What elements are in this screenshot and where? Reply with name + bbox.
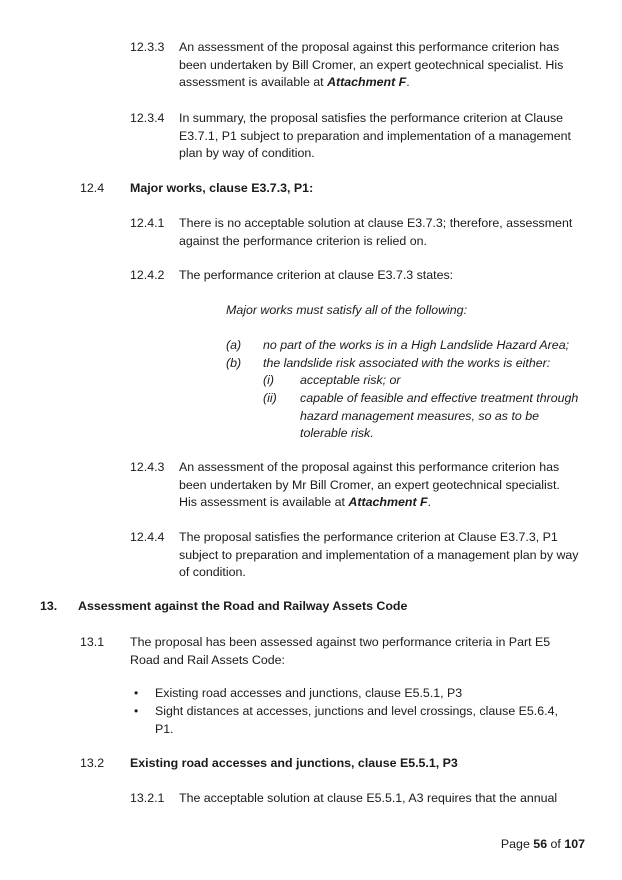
quote-intro: Major works must satisfy all of the following: [226, 303, 468, 317]
clause-number-12-4-2: 12.4.2 [130, 268, 165, 282]
attachment-f-reference-2: Attachment F [348, 495, 428, 509]
quote-item-b-text: the landslide risk associated with the works is either: [263, 356, 551, 370]
section-number-13: 13. [40, 599, 58, 613]
attachment-f-reference: Attachment F [327, 75, 407, 89]
section-13-2-heading: Existing road accesses and junctions, clause E5.5.1, P3 [130, 756, 458, 770]
clause-12-4-2-text: The performance criterion at clause E3.7.3 states: [179, 268, 454, 282]
page-number-footer: Page 56 of 107 [500, 837, 585, 851]
clause-number-12-3-3: 12.3.3 [130, 40, 165, 54]
clause-number-12-4-3: 12.4.3 [130, 460, 165, 474]
clause-number-12-4-4: 12.4.4 [130, 530, 165, 544]
bullet-item-1: Existing road accesses and junctions, clause E5.5.1, P3 [155, 686, 463, 700]
clause-12-3-3-text: An assessment of the proposal against this performance criterion has been undertaken by Bill Cromer, an expert geotechnical specialist. His assessment is available at Attachment F. [179, 40, 564, 89]
clause-number-12-4-1: 12.4.1 [130, 216, 165, 230]
clause-12-4-3-text: An assessment of the proposal against this performance criterion has been undertaken by Mr Bill Cromer, an expert geotechnical specialist. His assessment is available at Attachment F. [179, 460, 560, 509]
quote-subitem-i-text: acceptable risk; or [300, 373, 401, 387]
section-13-heading: Assessment against the Road and Railway Assets Code [78, 599, 408, 613]
clause-number-13-2-1: 13.2.1 [130, 791, 165, 805]
section-13-1-text: The proposal has been assessed against two performance criteria in Part E5 Road and Rail Assets Code: [130, 635, 551, 667]
section-number-13-1: 13.1 [80, 635, 105, 649]
bullet-item-2: Sight distances at accesses, junctions and level crossings, clause E5.6.4, P1. [155, 704, 558, 736]
clause-12-4-4-text: The proposal satisfies the performance criterion at Clause E3.7.3, P1 subject to preparation and implementation of a management plan by way of condition. [179, 530, 579, 579]
quote-subitem-label-i: (i) [263, 373, 275, 387]
section-12-4-heading: Major works, clause E3.7.3, P1: [130, 181, 314, 195]
total-pages: 107 [564, 837, 585, 851]
quote-item-label-b: (b) [226, 356, 242, 370]
section-number-12-4: 12.4 [80, 181, 105, 195]
bullet-icon: • [134, 686, 139, 700]
clause-12-4-1-text: There is no acceptable solution at clause E3.7.3; therefore, assessment against the performance criterion is relied on. [179, 216, 573, 248]
clause-13-2-1-text: The acceptable solution at clause E5.5.1, A3 requires that the annual [179, 791, 558, 805]
clause-12-3-4-text: In summary, the proposal satisfies the performance criterion at Clause E3.7.1, P1 subject to preparation and implementation of a management plan by way of condition. [179, 111, 571, 160]
quote-item-a-text: no part of the works is in a High Landslide Hazard Area; [263, 338, 570, 352]
current-page: 56 [533, 837, 548, 851]
clause-12-4-3-body: An assessment of the proposal against this performance criterion has been undertaken by Mr Bill Cromer, an expert geotechnical specialist. His assessment is available at [179, 460, 560, 509]
clause-12-3-3-body: An assessment of the proposal against this performance criterion has been undertaken by Bill Cromer, an expert geotechnical specialist. His assessment is available at [179, 40, 564, 89]
clause-number-12-3-4: 12.3.4 [130, 111, 165, 125]
quote-subitem-label-ii: (ii) [263, 391, 277, 405]
section-number-13-2: 13.2 [80, 756, 105, 770]
bullet-icon: • [134, 704, 139, 718]
quote-item-label-a: (a) [226, 338, 242, 352]
quote-subitem-ii-text: capable of feasible and effective treatment through hazard management measures, so as to be tolerable risk. [300, 391, 579, 440]
